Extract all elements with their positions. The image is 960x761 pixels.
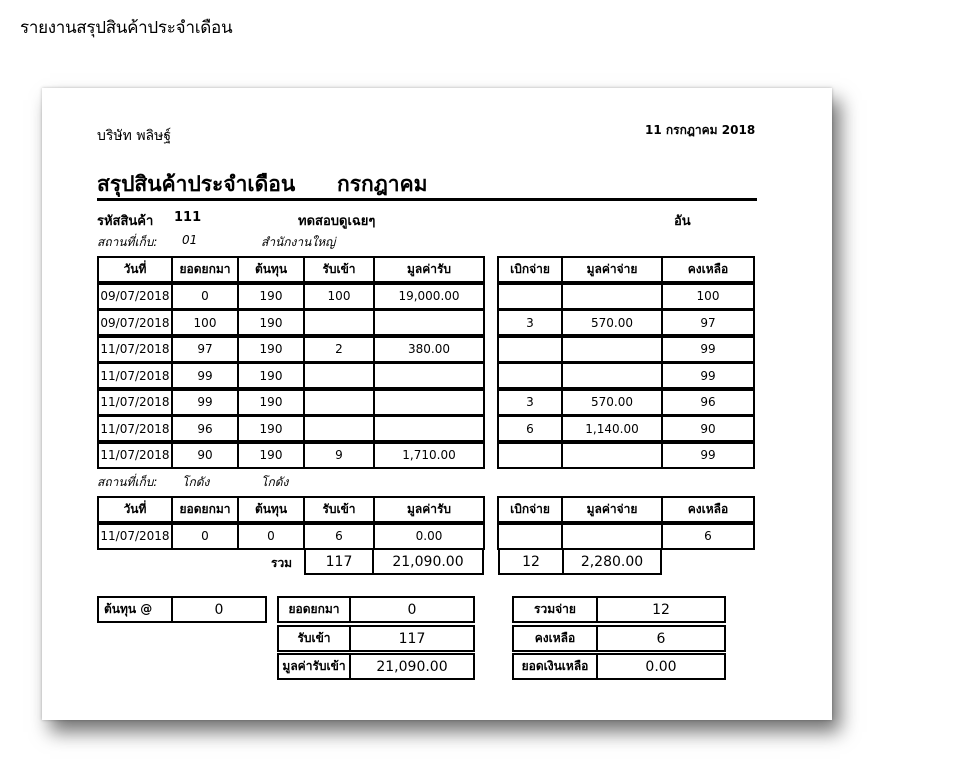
table-cell: [561, 362, 663, 389]
column-header: มูลค่ารับ: [373, 256, 485, 283]
column-header: คงเหลือ: [661, 256, 755, 283]
table-cell: 99: [171, 389, 239, 416]
column-header: เบิกจ่าย: [497, 256, 563, 283]
table-cell: 100: [661, 283, 755, 310]
money-balance-value: 0.00: [596, 653, 726, 680]
location-warehouse-code: โกดัง: [182, 475, 210, 489]
table-cell: 380.00: [373, 336, 485, 363]
table-cell: 190: [237, 362, 305, 389]
table-cell: 100: [171, 309, 239, 336]
column-header: ยอดยกมา: [171, 256, 239, 283]
cost-value: 0: [171, 596, 267, 623]
table-cell: 99: [661, 442, 755, 469]
company-name: บริษัท พลิษฐ์: [97, 128, 172, 144]
report-sheet: [42, 88, 832, 720]
table-cell: 0: [171, 523, 239, 550]
table-cell: 09/07/2018: [97, 309, 173, 336]
table-cell: 96: [171, 415, 239, 442]
table-cell: [373, 415, 485, 442]
table-cell: 11/07/2018: [97, 362, 173, 389]
table-cell: 190: [237, 336, 305, 363]
report-date: 11 กรกฎาคม 2018: [645, 123, 756, 137]
received-amount-label: มูลค่ารับเข้า: [277, 653, 351, 680]
balance-value: 6: [596, 625, 726, 652]
table-cell: 190: [237, 415, 305, 442]
location-main-code: 01: [182, 233, 198, 247]
column-header: รับเข้า: [303, 496, 375, 523]
table-cell: [497, 283, 563, 310]
product-code-label: รหัสสินค้า: [97, 214, 154, 229]
table-cell: 19,000.00: [373, 283, 485, 310]
table-cell: [303, 389, 375, 416]
column-header: ต้นทุน: [237, 256, 305, 283]
column-header: มูลค่าจ่าย: [561, 496, 663, 523]
table-cell: 6: [497, 415, 563, 442]
table-cell: 9: [303, 442, 375, 469]
table-cell: [303, 309, 375, 336]
location-warehouse-name: โกดัง: [261, 475, 289, 489]
received-amount-value: 21,090.00: [349, 653, 475, 680]
table-cell: 09/07/2018: [97, 283, 173, 310]
table-cell: 190: [237, 442, 305, 469]
money-balance-label: ยอดเงินเหลือ: [512, 653, 598, 680]
table-cell: 0.00: [373, 523, 485, 550]
table-cell: 100: [303, 283, 375, 310]
table-cell: 96: [661, 389, 755, 416]
table-cell: 90: [171, 442, 239, 469]
table-cell: 190: [237, 389, 305, 416]
table-cell: 11/07/2018: [97, 389, 173, 416]
table-cell: [497, 336, 563, 363]
brought-forward-label: ยอดยกมา: [277, 596, 351, 623]
table-cell: 11/07/2018: [97, 523, 173, 550]
table-cell: [373, 389, 485, 416]
table-cell: 99: [171, 362, 239, 389]
product-unit: อัน: [674, 214, 691, 229]
total-issued-summary-value: 12: [596, 596, 726, 623]
table-cell: 99: [661, 362, 755, 389]
total-issued-qty: 12: [498, 548, 564, 575]
table-cell: [373, 362, 485, 389]
column-header: มูลค่าจ่าย: [561, 256, 663, 283]
table-cell: [561, 523, 663, 550]
column-header: วันที่: [97, 496, 173, 523]
table-cell: 90: [661, 415, 755, 442]
table-cell: 190: [237, 309, 305, 336]
table-cell: 11/07/2018: [97, 415, 173, 442]
page-heading: รายงานสรุปสินค้าประจำเดือน: [20, 18, 233, 38]
table-cell: [373, 309, 485, 336]
title-rule: [97, 198, 757, 201]
total-received-value: 21,090.00: [372, 548, 484, 575]
table-cell: 97: [661, 309, 755, 336]
table-cell: 0: [237, 523, 305, 550]
table-cell: 11/07/2018: [97, 442, 173, 469]
total-issued-label: รวมจ่าย: [512, 596, 598, 623]
product-code: 111: [174, 210, 202, 225]
table-cell: [561, 336, 663, 363]
table-cell: 1,710.00: [373, 442, 485, 469]
table-cell: 2: [303, 336, 375, 363]
received-value: 117: [349, 625, 475, 652]
product-name: ทดสอบดูเฉยๆ: [298, 214, 376, 229]
location-main-label: สถานที่เก็บ:: [97, 235, 158, 249]
table-cell: [497, 362, 563, 389]
table-cell: 97: [171, 336, 239, 363]
column-header: วันที่: [97, 256, 173, 283]
table-cell: [561, 442, 663, 469]
table-cell: 11/07/2018: [97, 336, 173, 363]
total-issued-value: 2,280.00: [562, 548, 662, 575]
table-cell: 3: [497, 309, 563, 336]
table-cell: [303, 415, 375, 442]
table-cell: 190: [237, 283, 305, 310]
balance-label: คงเหลือ: [512, 625, 598, 652]
table-cell: 570.00: [561, 309, 663, 336]
total-received-qty: 117: [304, 548, 374, 575]
table-cell: [561, 283, 663, 310]
location-main-name: สำนักงานใหญ่: [261, 235, 336, 249]
brought-forward-value: 0: [349, 596, 475, 623]
report-title: สรุปสินค้าประจำเดือน: [97, 172, 296, 196]
table-cell: 570.00: [561, 389, 663, 416]
column-header: เบิกจ่าย: [497, 496, 563, 523]
table-cell: [497, 442, 563, 469]
table-cell: 1,140.00: [561, 415, 663, 442]
column-header: ต้นทุน: [237, 496, 305, 523]
column-header: ยอดยกมา: [171, 496, 239, 523]
table-cell: 6: [303, 523, 375, 550]
location-warehouse-label: สถานที่เก็บ:: [97, 475, 158, 489]
column-header: มูลค่ารับ: [373, 496, 485, 523]
table-cell: [497, 523, 563, 550]
cost-label: ต้นทุน @: [97, 596, 173, 623]
table-cell: [303, 362, 375, 389]
column-header: คงเหลือ: [661, 496, 755, 523]
report-month: กรกฎาคม: [337, 172, 428, 196]
table-cell: 3: [497, 389, 563, 416]
table-cell: 0: [171, 283, 239, 310]
column-header: รับเข้า: [303, 256, 375, 283]
received-label: รับเข้า: [277, 625, 351, 652]
table-cell: 6: [661, 523, 755, 550]
table-cell: 99: [661, 336, 755, 363]
totals-label: รวม: [271, 556, 293, 570]
